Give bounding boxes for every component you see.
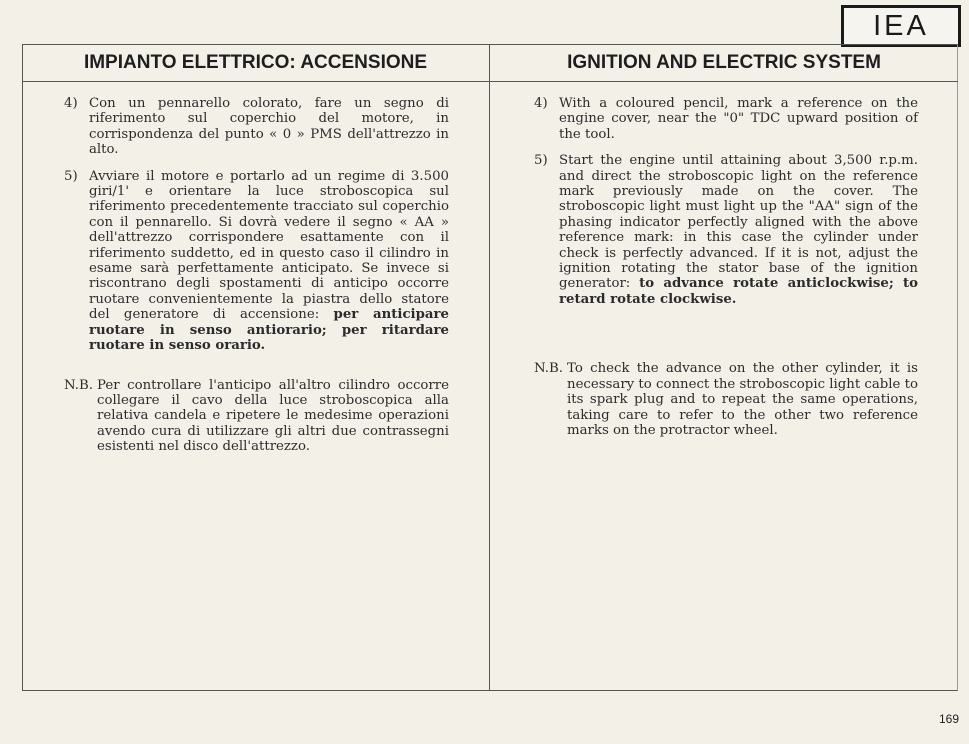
section-code-badge: IEA [841,5,961,47]
step-text: Con un pennarello colorato, fare un segno di riferimento sul coperchio del motore, in corrispondenza del punto « 0 » PMS dell'attrezzo in alto. [89,96,449,158]
english-section-title: IGNITION AND ELECTRIC SYSTEM [567,52,881,73]
italian-step-5 [64,169,449,354]
note-label: N.B. [64,377,94,393]
step-number: 4) [534,96,548,111]
step-emphasis: to advance rotate anticlockwise; to retard rotate clockwise. [559,276,918,307]
english-column [534,96,918,438]
step-number: 5) [64,168,78,184]
italian-note [64,378,449,455]
step-number: 4) [64,96,78,111]
english-step-5 [534,153,918,307]
page-number: 169 [938,712,959,726]
note-text: To check the advance on the other cylinder, it is necessary to connect the stroboscopic light cable to its spark plug and to repeat the same operations, taking care to refer to the other two reference marks on the protractor wheel. [567,361,918,438]
step-number: 5) [534,153,548,169]
note-text: Per controllare l'anticipo all'altro cilindro occorre collegare il cavo della luce stroboscopica alla relativa candela e ripetere le medesime operazioni avendo cura di utilizzare gli altri due contrassegni esistenti nel disco dell'attrezzo. [97,377,449,455]
step-text: Start the engine until attaining about 3,500 r.p.m. and direct the stroboscopic light on the reference mark previously made on the cover. The stroboscopic light must light up the "AA" sign of the phasing indicator perfectly aligned with the above reference mark: in this case the cylinder under check is perfectly advanced. If it is not, adjust the ignition rotating the stator base of the ignition generator: [559,153,918,292]
step-text: Avviare il motore e portarlo ad un regime di 3.500 giri/1' e orientare la luce stroboscopica sul riferimento precedentemente tracciato sul coperchio con il pennarello. Si dovrà vedere il segno « AA » dell'attrezzo corrispondere esattamente con il riferimento suddetto, ed in questo caso il cilindro in esame sarà perfettamente anticipato. Se invece si riscontrano degli spostamenti di anticipo occorre ruotare convenientemente la piastra dello statore del generatore di accensione: [89,168,449,323]
italian-step-4 [64,96,449,158]
italian-section-title: IMPIANTO ELETTRICO: ACCENSIONE [83,52,428,73]
step-emphasis: per anticipare ruotare in senso antiorario; per ritardare ruotare in senso orario. [89,307,449,354]
english-note [534,361,918,438]
column-divider [489,44,490,691]
header-divider [22,81,958,82]
italian-column [64,96,449,455]
step-text: With a coloured pencil, mark a reference on the engine cover, near the "0" TDC upward position of the tool. [559,96,918,142]
english-step-4 [534,96,918,142]
note-label: N.B. [534,361,564,377]
